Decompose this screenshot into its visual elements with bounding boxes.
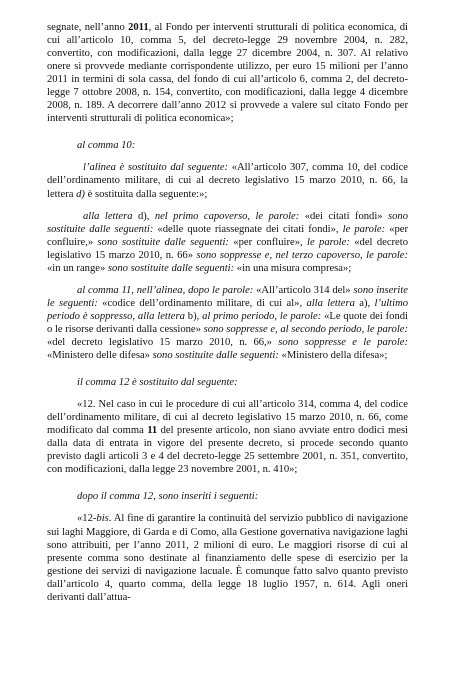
text-run: «per confluire,»: [47, 223, 408, 248]
paragraph-spacer: [47, 201, 408, 210]
paragraph-spacer: [47, 476, 408, 490]
paragraph-p2: [47, 139, 408, 152]
paragraph-spacer: [47, 275, 408, 284]
text-run: alla lettera: [306, 297, 360, 309]
text-run: sono soppresse e, al secondo periodo, le parole:: [203, 323, 408, 335]
text-run: sono soppresse e le parole:: [278, 336, 408, 348]
text-run: . Al fine di garantire la continuità del servizio pubblico di navigazione sui laghi Maggiore, di Garda e di Como, alla Gestione governativa navigazione laghi sono attribuiti, per l’anno 2011, 2 milioni di euro. Le maggiori risorse di cui al presente comma sono destinate al finanziamento delle spese di esercizio per la gestione dei servizi di navigazione lacuale. È comunque fatto salvo quanto previsto dall’articolo 4, quarto comma, della legge 18 luglio 1957, n. 614. Agli oneri derivanti dall’attua-: [47, 513, 408, 603]
text-run: d),: [137, 210, 155, 222]
text-run: sono sostituite dalle seguenti:: [47, 210, 408, 235]
text-run: nel primo capoverso, le parole:: [154, 210, 305, 222]
paragraph-spacer: [47, 125, 408, 139]
paragraph-p4: [47, 210, 408, 275]
paragraph-p9: [47, 512, 408, 603]
text-run: 2011: [128, 22, 149, 33]
text-run: «Ministero delle difesa»: [47, 350, 153, 362]
paragraph-p5: [47, 284, 408, 362]
text-run: a),: [359, 297, 375, 309]
paragraph-p3: [47, 161, 408, 200]
text-run: ,: [300, 236, 308, 248]
text-run: alla lettera: [83, 210, 138, 222]
text-run: «per confluire»: [233, 236, 301, 248]
text-run: «All’articolo 314 del»: [256, 284, 354, 296]
text-run: sono sostituite dalle seguenti:: [152, 350, 282, 362]
paragraph-p7: [47, 398, 408, 476]
text-run: «del decreto legislativo 15 marzo 2010, n. 66,»: [47, 336, 279, 348]
text-run: «dei citati fondi»: [304, 210, 388, 222]
text-run: «del decreto legislativo 15 marzo 2010, n. 66»: [47, 236, 408, 261]
text-run: l’alinea è sostituito dal seguente:: [83, 162, 232, 174]
document-page: [47, 21, 408, 604]
text-run: al comma 11, nell’alinea, dopo le parole:: [77, 284, 257, 296]
text-run: sono sostituite dalle seguenti:: [107, 262, 237, 274]
text-run: sono soppresse e, nel terzo capoverso, le parole:: [196, 249, 408, 261]
text-run: al comma 10:: [77, 140, 136, 152]
text-run: l’ultimo periodo è soppresso, alla lettera: [47, 297, 409, 322]
text-run: «in un range»: [47, 262, 108, 274]
text-run: del presente articolo, non siano avviate entro dodici mesi dalla data di entrata in vigore del presente decreto, si procede secondo quanto previsto dagli articoli 3 e 4 del decreto-legge 25 settembre 2001, n. 351, convertito, con modificazioni, dalla legge 23 novembre 2001, n. 410»;: [47, 425, 409, 476]
text-run: «codice dell’ordinamento militare, di cui al»,: [102, 297, 307, 309]
text-run: dopo il comma 12, sono inseriti i seguenti:: [77, 491, 259, 503]
text-run: sono sostituite dalle seguenti:: [97, 236, 234, 248]
text-run: «Ministero della difesa»;: [281, 350, 388, 362]
text-run: il comma 12 è sostituito dal seguente:: [77, 377, 238, 389]
text-run: al primo periodo, le parole:: [202, 310, 325, 322]
paragraph-spacer: [47, 503, 408, 512]
text-run: «in una misura compresa»;: [236, 262, 352, 274]
text-run: le parole:: [342, 223, 390, 235]
paragraph-p6: [47, 376, 408, 389]
text-run: sono inserite le seguenti:: [47, 284, 409, 309]
paragraph-spacer: [47, 362, 408, 376]
text-run: «delle quote riassegnate dei citati fondi»,: [157, 223, 343, 235]
paragraph-spacer: [47, 389, 408, 398]
paragraph-spacer: [47, 152, 408, 161]
text-run: bis: [96, 513, 109, 525]
text-run: , al Fondo per interventi strutturali di politica economica, di cui all’articolo 10, comma 5, del decreto-legge 29 novembre 2004, n. 282, convertito, con modificazioni, dalla legge 27 dicembre 2004, n. 307. Al relativo onere si provvede mediante corrispondente utilizzo, per euro 15 milioni per l’anno 2011 in termini di sola cassa, del fondo di cui all’articolo 6, comma 2, del decreto-legge 7 ottobre 2008, n. 154, convertito, con modificazioni, dalla legge 4 dicembre 2008, n. 189. A decorrere dall’anno 2012 si provvede a valere sul citato Fondo per interventi strutturali di politica economica»;: [47, 22, 408, 125]
text-run: è sostituita dalla seguente:»;: [84, 188, 208, 200]
text-run: 11: [147, 425, 158, 437]
text-run: «Le quote dei fondi o le risorse derivanti dalla cessione»: [47, 310, 408, 335]
text-run: b),: [187, 310, 203, 322]
text-run: segnate, nell’anno: [47, 22, 129, 33]
paragraph-p1: [47, 21, 408, 125]
text-run: «All’articolo 307, comma 10, del codice dell’ordinamento militare, di cui al decreto legislativo 15 marzo 2010, n. 66, la lettera: [47, 162, 408, 200]
text-run: le parole:: [307, 236, 355, 248]
text-run: d): [76, 188, 85, 200]
text-run: «12-: [77, 513, 97, 525]
paragraph-p8: [47, 490, 408, 503]
text-run: «12. Nel caso in cui le procedure di cui all’articolo 314, comma 4, del codice dell’ordinamento militare, di cui al decreto legislativo 15 marzo 2010, n. 66, come modificato dal comma: [47, 399, 408, 437]
